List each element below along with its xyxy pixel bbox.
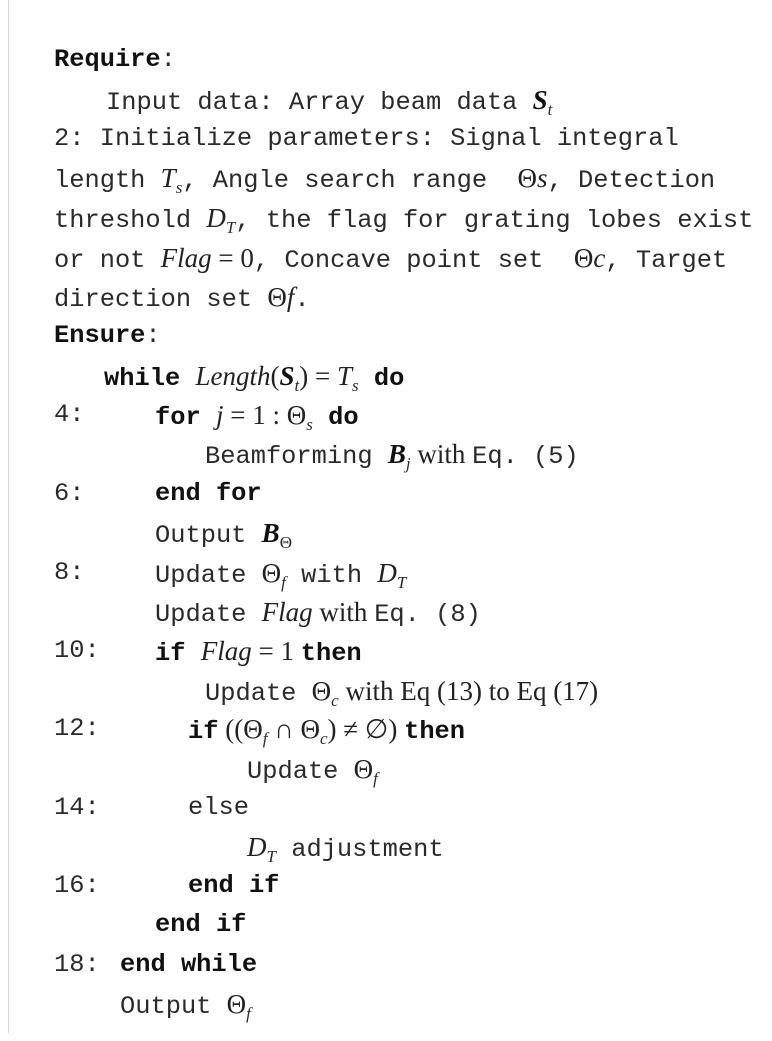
math-symbol: Flag xyxy=(160,243,212,273)
text: , Angle search range xyxy=(182,166,518,195)
math-symbol: c xyxy=(593,243,606,273)
math-symbol: f xyxy=(286,282,295,312)
math-symbol: D xyxy=(247,832,267,862)
math-symbol: D xyxy=(206,203,226,233)
final-output-line xyxy=(120,989,251,1023)
end-if-outer-line: end if xyxy=(155,910,247,939)
if-keyword: if xyxy=(155,639,186,668)
input-symbol: S xyxy=(532,85,548,115)
if-flag-line xyxy=(155,638,362,666)
text: adjustment xyxy=(275,835,444,864)
dt-adjustment-line xyxy=(247,832,444,866)
math-symbol: s xyxy=(537,163,548,193)
math-symbol: B xyxy=(387,439,406,469)
line-number: 2: xyxy=(54,124,85,153)
math-symbol: Θ xyxy=(226,989,247,1019)
math-subscript: s xyxy=(351,376,359,395)
math-symbol: T xyxy=(336,361,352,391)
math-symbol: Θ xyxy=(286,400,307,430)
init-line-2 xyxy=(54,163,716,197)
init-line-3 xyxy=(54,203,754,237)
update-theta-c-line xyxy=(205,676,599,710)
math-symbol: Θ xyxy=(243,714,263,744)
text: Eq. (8) xyxy=(374,600,481,629)
math-symbol: ) ≠ ∅) xyxy=(327,714,405,744)
math-subscript: f xyxy=(246,1004,251,1023)
math-subscript: c xyxy=(331,691,339,710)
line-number-14: 14: xyxy=(54,793,100,822)
math-symbol: Length xyxy=(195,361,271,391)
math-symbol: j xyxy=(215,400,224,430)
math-symbol: Θ xyxy=(573,243,594,273)
line-number-10: 10: xyxy=(54,636,100,665)
init-line xyxy=(54,126,679,151)
math-symbol: D xyxy=(377,558,397,588)
math-symbol: S xyxy=(279,361,295,391)
math-symbol: Θ xyxy=(300,714,320,744)
math-symbol: = 1 : xyxy=(223,400,287,430)
line-number-4: 4: xyxy=(54,400,85,429)
math-subscript: s xyxy=(175,178,183,197)
line-number-12: 12: xyxy=(54,714,100,743)
require-keyword: Require xyxy=(54,45,161,74)
update-flag-line xyxy=(155,599,481,627)
init-line-4 xyxy=(54,245,727,273)
math-symbol: = 0 xyxy=(211,243,254,273)
init-text: Initialize parameters: Signal integral xyxy=(84,124,679,153)
while-line xyxy=(104,361,405,395)
text: threshold xyxy=(54,206,207,235)
math-symbol: = 1 xyxy=(251,636,301,666)
math-subscript: T xyxy=(396,573,407,592)
math-symbol: Θ xyxy=(311,676,332,706)
text: Beamforming xyxy=(205,442,388,471)
require-colon: : xyxy=(160,45,176,74)
text: direction set xyxy=(54,285,268,314)
math-subscript: c xyxy=(319,729,328,748)
text: , the flag for grating lobes exist xyxy=(235,206,754,235)
for-line xyxy=(155,400,359,434)
math-symbol: (( xyxy=(218,714,244,744)
math-subscript: t xyxy=(294,376,300,395)
text: length xyxy=(54,166,161,195)
text: , Target xyxy=(605,246,728,275)
text: , Detection xyxy=(547,166,716,195)
math-symbol: ∩ xyxy=(267,714,301,744)
math-subscript: T xyxy=(225,218,236,237)
end-while-line: end while xyxy=(120,950,258,979)
end-if-inner-line: end if xyxy=(188,871,280,900)
math-subscript: f xyxy=(281,573,286,592)
ensure-colon: : xyxy=(145,321,161,350)
text: Update xyxy=(205,679,312,708)
text: with xyxy=(410,439,473,469)
end-for-line: end for xyxy=(155,479,262,508)
text: Eq. (5) xyxy=(472,442,579,471)
text: Output xyxy=(155,521,262,550)
line-number-18: 18: xyxy=(54,950,100,979)
text: . xyxy=(294,285,310,314)
for-keyword: for xyxy=(155,403,201,432)
if-intersection-line xyxy=(188,714,466,748)
math-subscript: Θ xyxy=(279,533,292,552)
text: , Concave point set xyxy=(253,246,574,275)
math-subscript: f xyxy=(373,769,378,788)
input-line xyxy=(106,85,553,119)
if-keyword: if xyxy=(188,717,219,746)
text: or not xyxy=(54,246,161,275)
math-subscript: T xyxy=(266,847,276,866)
ensure-line xyxy=(54,323,161,348)
output-b-line xyxy=(155,518,292,552)
math-symbol: Θ xyxy=(517,163,538,193)
math-subscript: j xyxy=(405,454,411,473)
math-subscript: s xyxy=(306,415,313,434)
input-text: Input data: Array beam data xyxy=(106,88,533,117)
line-number-16: 16: xyxy=(54,871,100,900)
else-line: else xyxy=(188,793,249,822)
text: Update xyxy=(247,757,354,786)
text: Output xyxy=(120,992,227,1021)
then-keyword: then xyxy=(300,639,362,668)
math-symbol: Θ xyxy=(353,754,374,784)
math-symbol: B xyxy=(261,518,280,548)
input-symbol-sub: t xyxy=(547,100,553,119)
math-symbol: ) = xyxy=(299,361,337,391)
update-theta-f-line xyxy=(155,558,407,592)
line-number-8: 8: xyxy=(54,558,85,587)
init-line-5 xyxy=(54,284,310,312)
text: Update xyxy=(155,561,262,590)
text: with xyxy=(312,597,375,627)
math-subscript: f xyxy=(262,729,268,748)
text: with Eq (13) to Eq (17) xyxy=(338,676,599,706)
math-symbol: Θ xyxy=(267,282,287,312)
require-line xyxy=(54,47,176,72)
while-keyword: while xyxy=(104,364,181,393)
text: Update xyxy=(155,600,262,629)
math-symbol: Flag xyxy=(261,597,313,627)
ensure-keyword: Ensure xyxy=(54,321,146,350)
do-keyword: do xyxy=(328,403,359,432)
math-symbol: Θ xyxy=(261,558,282,588)
text: with xyxy=(285,561,378,590)
then-keyword: then xyxy=(404,717,466,746)
math-symbol: T xyxy=(160,163,176,193)
line-number-6: 6: xyxy=(54,479,85,508)
math-symbol: Flag xyxy=(200,636,252,666)
math-symbol: ( xyxy=(270,361,280,391)
beamforming-line xyxy=(205,439,579,473)
do-keyword: do xyxy=(373,364,405,393)
update-theta-f-line-2 xyxy=(247,754,378,788)
